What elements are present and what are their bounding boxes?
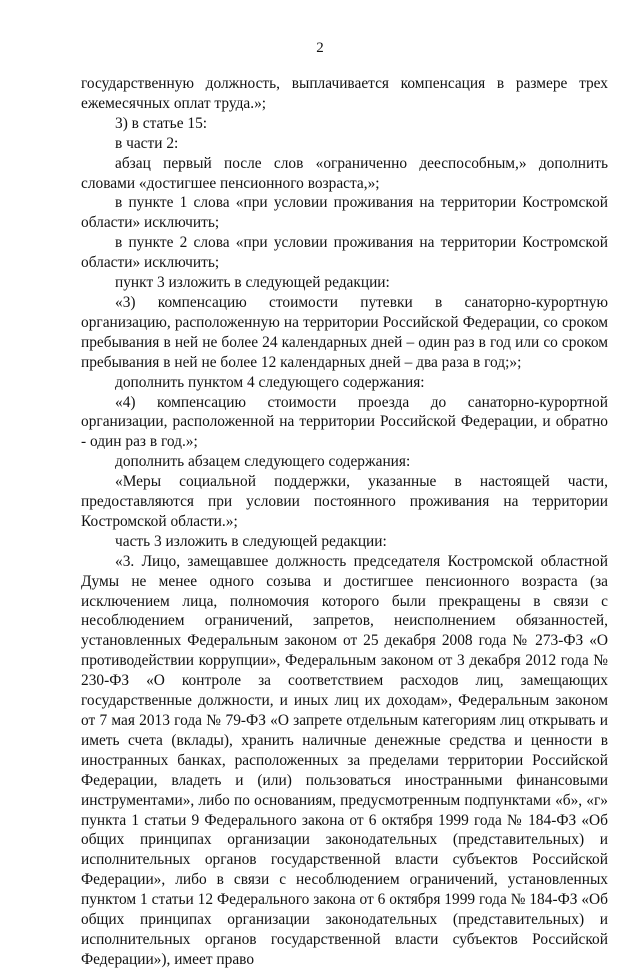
- paragraph: 3) в статье 15:: [115, 114, 208, 132]
- paragraph: дополнить абзацем следующего содержания:: [115, 453, 411, 471]
- paragraph: «3) компенсацию стоимости путевки в санаторно-курортную организацию, расположенную на территории Российской Федерации, со сроком пребывания в ней не более 24 календарных дней – один раз в год или со сроком пребывания в ней не более 12 календарных дней – два раза в год;»;: [81, 293, 608, 371]
- document-body: [81, 74, 608, 970]
- paragraph: часть 3 изложить в следующей редакции:: [115, 532, 387, 550]
- paragraph: государственную должность, выплачивается компенсация в размере трех ежемесячных оплат труда.»;: [81, 75, 608, 112]
- paragraph: дополнить пунктом 4 следующего содержания:: [115, 373, 425, 391]
- paragraph: в части 2:: [115, 134, 179, 152]
- paragraph: «4) компенсацию стоимости проезда до санаторно-курортной организации, расположенной на территории Российской Федерации, и обратно - один раз в год.»;: [81, 393, 608, 451]
- paragraph: «Меры социальной поддержки, указанные в настоящей части, предоставляются при условии постоянного проживания на территории Костромской области.»;: [81, 473, 608, 530]
- page-number: 2: [316, 40, 324, 56]
- paragraph: в пункте 2 слова «при условии проживания на территории Костромской области» исключить;: [81, 234, 608, 272]
- paragraph: абзац первый после слов «ограниченно дееспособным,» дополнить словами «достигшее пенсионного возраста,»;: [81, 154, 608, 192]
- paragraph: «3. Лицо, замещавшее должность председателя Костромской областной Думы не менее одного созыва и достигшее пенсионного возраста (за исключением лица, полномочия которого были прекращены в связи с несоблюдением ограничений, запретов, неисполнением обязанностей, установленных Федеральным законом от 25 декабря 2008 года № 273-ФЗ «О противодействии коррупции», Федеральным законом от 3 декабря 2012 года № 230-ФЗ «О контроле за соответствием расходов лиц, замещающих государственные должности, и иных лиц их доходам», Федеральным законом от 7 мая 2013 года № 79-ФЗ «О запрете отдельным категориям лиц открывать и иметь счета (вклады), хранить наличные денежные средства и ценности в иностранных банках, расположенных за пределами территории Российской Федерации, владеть и (или) пользоваться иностранными финансовыми инструментами», либо по основаниям, предусмотренным подпунктами «б», «г» пункта 1 статьи 9 Федерального закона от 6 октября 1999 года № 184-ФЗ «Об общих принципах организации законодательных (представительных) и исполнительных органов государственной власти субъектов Российской Федерации», либо в связи с несоблюдением ограничений, установленных пунктом 1 статьи 12 Федерального закона от 6 октября 1999 года № 184-ФЗ «Об общих принципах организации законодательных (представительных) и исполнительных органов государственной власти субъектов Российской Федерации»), имеет право: [81, 552, 608, 968]
- paragraph: в пункте 1 слова «при условии проживания на территории Костромской области» исключить;: [81, 194, 608, 232]
- paragraph: пункт 3 изложить в следующей редакции:: [115, 274, 390, 292]
